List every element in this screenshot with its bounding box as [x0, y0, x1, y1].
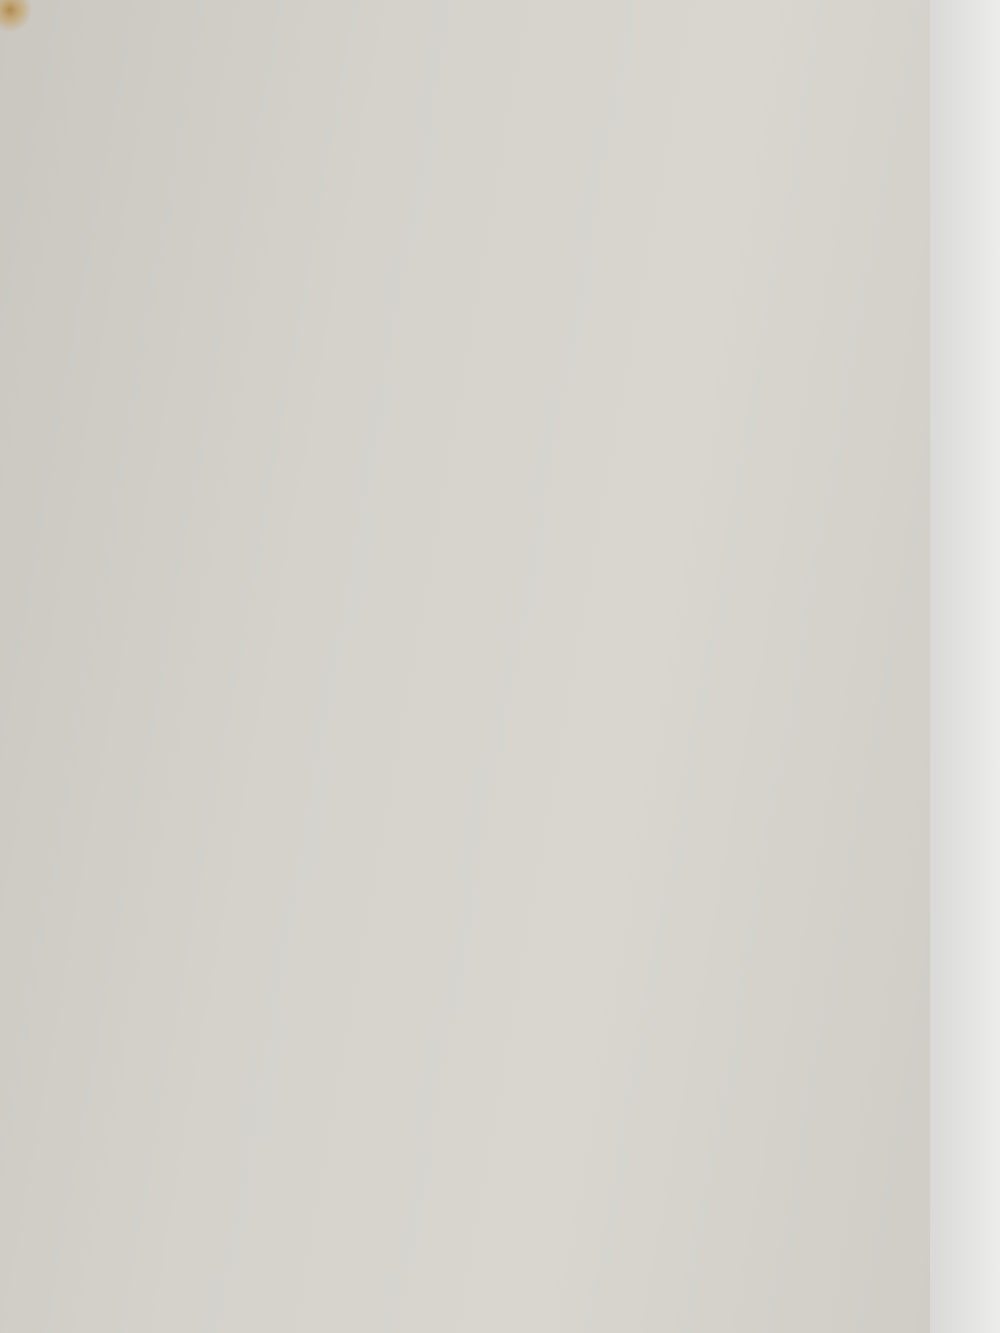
- paper-stain: [0, 0, 40, 40]
- adjacent-page: [930, 0, 1000, 1333]
